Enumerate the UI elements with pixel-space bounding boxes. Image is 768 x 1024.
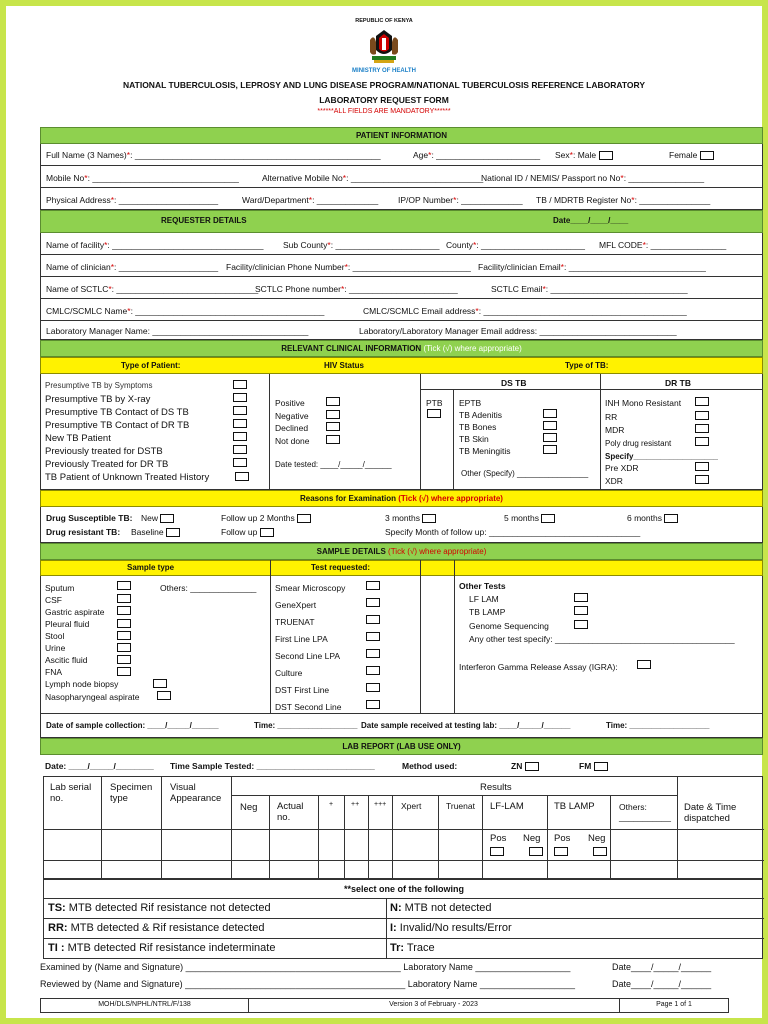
col-tblamp: TB LAMP — [554, 801, 595, 812]
specify-month-field[interactable]: Specify Month of follow up: ________________________________ — [385, 527, 641, 537]
method-zn-checkbox[interactable] — [525, 762, 539, 771]
other-test-tblamp: TB LAMP — [469, 607, 506, 617]
national-id-field[interactable]: National ID / NEMIS/ Passport no No*: ________________ — [481, 173, 705, 183]
requester-date[interactable]: Date____/____/____ — [553, 216, 629, 225]
method-fm: FM — [579, 761, 608, 771]
clinician-phone-field[interactable]: Facility/clinician Phone Number*: _________________________ — [226, 262, 471, 272]
col-plus3: +++ — [374, 801, 387, 808]
dr-baseline-checkbox[interactable] — [166, 528, 180, 537]
sample-heading-row — [40, 543, 763, 560]
ptb-checkbox[interactable] — [427, 409, 441, 418]
sample-gastric-checkbox[interactable] — [117, 606, 131, 615]
patient-type-2-checkbox[interactable] — [233, 406, 247, 415]
col-results: Results — [480, 782, 512, 793]
patient-type-6: Previously Treated for DR TB — [45, 459, 169, 470]
date-received-field[interactable]: Date sample received at testing lab: ____/_____/______ — [361, 721, 571, 730]
sample-csf: CSF — [45, 595, 62, 605]
ward-field[interactable]: Ward/Department*: _____________ — [242, 195, 379, 205]
eptb-meningitis-checkbox[interactable] — [543, 445, 557, 454]
requester-row-1 — [40, 233, 763, 255]
dr-pre-xdr-checkbox[interactable] — [695, 462, 709, 471]
sample-others-field[interactable]: Others: ______________ — [160, 583, 257, 593]
alt-mobile-field[interactable]: Alternative Mobile No*: ____________________________ — [262, 173, 484, 183]
method-label: Method used: — [402, 761, 458, 771]
result-n[interactable]: N: MTB not detected — [390, 902, 492, 914]
requester-row-4 — [40, 299, 763, 321]
ds-5months-checkbox[interactable] — [541, 514, 555, 523]
result-rr[interactable]: RR: MTB detected & Rif resistance detected — [48, 922, 265, 934]
clinician-field[interactable]: Name of clinician*: _____________________ — [46, 262, 219, 272]
ministry-label: MINISTRY OF HEALTH — [352, 68, 416, 74]
col-plus2: ++ — [351, 801, 360, 808]
test-truenat: TRUENAT — [275, 617, 315, 627]
select-table — [43, 879, 763, 959]
test-genexpert-checkbox[interactable] — [366, 598, 380, 607]
ds-tb-heading: DS TB — [501, 378, 527, 388]
test-smear-checkbox[interactable] — [366, 581, 380, 590]
test-smear: Smear Microscopy — [275, 583, 346, 593]
hiv-not-done: Not done — [275, 436, 310, 446]
other-test-tblamp-checkbox[interactable] — [574, 606, 588, 615]
eptb-skin-checkbox[interactable] — [543, 433, 557, 442]
dr-inh-mono: INH Mono Resistant — [605, 398, 682, 408]
patient-type-3-checkbox[interactable] — [233, 419, 247, 428]
sctlc-email-field[interactable]: SCTLC Email*: _____________________________ — [491, 284, 688, 294]
patient-row-3 — [40, 188, 763, 210]
sample-ascitic-checkbox[interactable] — [117, 655, 131, 664]
lflam-neg: Neg — [523, 833, 541, 844]
sample-sputum: Sputum — [45, 583, 75, 593]
requester-heading-row — [40, 210, 763, 233]
dr-poly-checkbox[interactable] — [695, 437, 709, 446]
any-other-test-field[interactable]: Any other test specify: ______________________________________ — [469, 634, 735, 644]
test-culture: Culture — [275, 668, 303, 678]
test-second-lpa: Second Line LPA — [275, 651, 341, 661]
sample-gastric: Gastric aspirate — [45, 607, 105, 617]
sample-pleural: Pleural fluid — [45, 619, 90, 629]
tblamp-pos-checkbox[interactable] — [554, 847, 568, 856]
full-name-field[interactable]: Full Name (3 Names)*: ____________________________________________________ — [46, 150, 381, 160]
reasons-tick-note: (Tick (√) where appropriate) — [398, 494, 503, 503]
sample-type-heading: Sample type — [127, 563, 175, 572]
date-collection-field[interactable]: Date of sample collection: ____/_____/______ — [46, 721, 219, 730]
test-dst-first-checkbox[interactable] — [366, 683, 380, 692]
patient-type-5-checkbox[interactable] — [233, 445, 247, 454]
test-culture-checkbox[interactable] — [366, 666, 380, 675]
age-field[interactable]: Age*: ______________________ — [413, 150, 541, 160]
male-checkbox[interactable] — [599, 151, 613, 160]
hiv-positive: Positive — [275, 398, 305, 408]
eptb-bones: TB Bones — [459, 422, 497, 432]
method-fm-checkbox[interactable] — [594, 762, 608, 771]
patient-type-4-checkbox[interactable] — [233, 432, 247, 441]
dr-follow-up: Follow up — [221, 527, 274, 537]
facility-field[interactable]: Name of facility*: ________________________________ — [46, 240, 264, 250]
clinical-heading-row — [40, 340, 763, 357]
ds-new: New — [141, 513, 174, 523]
hiv-negative-checkbox[interactable] — [326, 410, 340, 419]
sample-urine: Urine — [45, 643, 66, 653]
clinical-subheading-row — [40, 357, 763, 374]
col-xpert: Xpert — [401, 801, 422, 811]
sample-pleural-checkbox[interactable] — [117, 619, 131, 628]
patient-type-1: Presumptive TB by X-ray — [45, 394, 151, 405]
eptb-adenitis: TB Adenitis — [459, 410, 502, 420]
clinician-email-field[interactable]: Facility/clinician Email*: _____________________________ — [478, 262, 706, 272]
tblamp-pos: Pos — [554, 833, 571, 844]
time-tested-field[interactable]: Time Sample Tested: _________________________ — [170, 761, 375, 771]
patient-type-0: Presumptive TB by Symptoms — [45, 381, 153, 390]
hiv-declined: Declined — [275, 423, 309, 433]
col-actual-no: Actual no. — [277, 801, 304, 823]
col-truenat: Truenat — [446, 801, 475, 811]
col-others: Others: ___________ — [619, 802, 672, 822]
sex-label: Sex*: Male — [555, 150, 613, 160]
physical-address-field[interactable]: Physical Address*: _____________________ — [46, 195, 219, 205]
reasons-body — [40, 507, 763, 543]
female-checkbox[interactable] — [700, 151, 714, 160]
tblamp-neg-checkbox[interactable] — [593, 847, 607, 856]
reviewed-date-field[interactable]: Date____/_____/______ — [612, 979, 712, 989]
ds-new-checkbox[interactable] — [160, 514, 174, 523]
eptb-label: EPTB — [459, 398, 482, 408]
col-specimen: Specimen type — [110, 782, 153, 804]
time-collection-field[interactable]: Time: __________________ — [254, 721, 358, 730]
patient-type-5: Previously treated for DSTB — [45, 446, 163, 457]
requester-row-3 — [40, 277, 763, 299]
col-neg: Neg — [240, 802, 258, 813]
sample-fna-checkbox[interactable] — [117, 667, 131, 676]
requester-row-5 — [40, 321, 763, 340]
dr-tb-heading: DR TB — [665, 378, 691, 388]
cmlc-name-field[interactable]: CMLC/SCMLC Name*: ________________________________________ — [46, 306, 325, 316]
examined-date-field[interactable]: Date____/_____/______ — [612, 962, 712, 972]
test-genexpert: GeneXpert — [275, 600, 317, 610]
test-first-lpa-checkbox[interactable] — [366, 632, 380, 641]
reviewed-by-field[interactable]: Reviewed by (Name and Signature) ____________________________________________ Laboratory Name ___________________ — [40, 979, 575, 989]
sample-stool-checkbox[interactable] — [117, 631, 131, 640]
lab-email-field[interactable]: Laboratory/Laboratory Manager Email address: _____________________________ — [359, 326, 677, 336]
dr-specify-field[interactable]: Specify___________________ — [605, 452, 718, 461]
hiv-negative: Negative — [275, 411, 309, 421]
patient-row-2 — [40, 166, 763, 188]
ip-op-field[interactable]: IP/OP Number*: _____________ — [398, 195, 523, 205]
patient-type-7: TB Patient of Unknown Treated History — [45, 472, 210, 483]
reasons-heading-row — [40, 490, 763, 507]
method-zn: ZN — [511, 761, 539, 771]
clinical-body — [40, 374, 763, 490]
lflam-pos-checkbox[interactable] — [490, 847, 504, 856]
sample-nasopharyngeal-checkbox[interactable] — [157, 691, 171, 700]
patient-type-1-checkbox[interactable] — [233, 393, 247, 402]
col-lflam: LF-LAM — [490, 801, 524, 812]
result-tr[interactable]: Tr: Trace — [390, 942, 435, 954]
clinical-heading: RELEVANT CLINICAL INFORMATION — [281, 344, 422, 353]
patient-info-heading: PATIENT INFORMATION — [40, 127, 763, 144]
sample-lymph-checkbox[interactable] — [153, 679, 167, 688]
sample-urine-checkbox[interactable] — [117, 643, 131, 652]
test-dst-second: DST Second Line — [275, 702, 342, 712]
sample-fna: FNA — [45, 667, 62, 677]
ds-3months: 3 months — [385, 513, 436, 523]
dr-inh-mono-checkbox[interactable] — [695, 397, 709, 406]
other-test-lflam-checkbox[interactable] — [574, 593, 588, 602]
col-lab-serial: Lab serial no. — [50, 782, 92, 804]
other-tests-heading: Other Tests — [459, 581, 506, 591]
mobile-field[interactable]: Mobile No*: _______________________________ — [46, 173, 239, 183]
patient-type-7-checkbox[interactable] — [235, 472, 249, 481]
requester-row-2 — [40, 255, 763, 277]
sample-csf-checkbox[interactable] — [117, 594, 131, 603]
patient-type-4: New TB Patient — [45, 433, 111, 444]
igra-checkbox[interactable] — [637, 660, 651, 669]
cmlc-email-field[interactable]: CMLC/SCMLC Email address*: ___________________________________________ — [363, 306, 687, 316]
sample-stool: Stool — [45, 631, 65, 641]
dr-follow-up-checkbox[interactable] — [260, 528, 274, 537]
hiv-not-done-checkbox[interactable] — [326, 435, 340, 444]
eptb-adenitis-checkbox[interactable] — [543, 409, 557, 418]
mandatory-note: ******ALL FIELDS ARE MANDATORY****** — [317, 108, 451, 115]
form-title: LABORATORY REQUEST FORM — [319, 95, 449, 105]
kenya-coat-of-arms-logo — [364, 26, 404, 66]
republic-label: REPUBLIC OF KENYA — [355, 18, 413, 24]
ds-follow2: Follow up 2 Months — [221, 513, 311, 523]
lab-date-field[interactable]: Date: ____/_____/________ — [45, 761, 154, 771]
clinical-tick-note: (Tick (√) where appropriate) — [423, 344, 522, 353]
test-requested-heading: Test requested: — [311, 563, 370, 572]
type-tb-heading: Type of TB: — [565, 361, 609, 370]
dr-baseline: Baseline — [131, 527, 180, 537]
other-test-lflam: LF LAM — [469, 594, 499, 604]
col-visual: Visual Appearance — [170, 782, 222, 804]
footer-code: MOH/DLS/NPHL/NTRL/F/138 — [98, 1001, 191, 1008]
ds-label: Drug Susceptible TB: — [46, 513, 133, 523]
dr-pre-xdr: Pre XDR — [605, 463, 639, 473]
lflam-neg-checkbox[interactable] — [529, 847, 543, 856]
female-option: Female — [669, 150, 714, 160]
lab-manager-field[interactable]: Laboratory Manager Name: _________________________________ — [46, 326, 309, 336]
eptb-bones-checkbox[interactable] — [543, 421, 557, 430]
footer-bar — [40, 998, 729, 1013]
hiv-declined-checkbox[interactable] — [326, 422, 340, 431]
sample-ascitic: Ascitic fluid — [45, 655, 88, 665]
dr-rr: RR — [605, 412, 618, 422]
time-received-field[interactable]: Time: __________________ — [606, 721, 710, 730]
dr-mdr-checkbox[interactable] — [695, 424, 709, 433]
mfl-code-field[interactable]: MFL CODE*: ________________ — [599, 240, 727, 250]
select-heading: **select one of the following — [343, 884, 464, 894]
footer-page: Page 1 of 1 — [656, 1001, 692, 1008]
col-datetime: Date & Time dispatched — [684, 802, 737, 824]
result-i[interactable]: I: Invalid/No results/Error — [390, 922, 512, 934]
dr-mdr: MDR — [605, 425, 625, 435]
sub-county-field[interactable]: Sub County*: ______________________ — [283, 240, 440, 250]
dr-label: Drug resistant TB: — [46, 527, 121, 537]
igra-label: Interferon Gamma Release Assay (IGRA): — [459, 662, 618, 672]
program-title: NATIONAL TUBERCULOSIS, LEPROSY AND LUNG DISEASE PROGRAM/NATIONAL TUBERCULOSIS REFERENCE LABORATORY — [123, 80, 645, 90]
eptb-other-field[interactable]: Other (Specify) ________________ — [461, 469, 589, 478]
sample-subheading-row — [40, 560, 763, 576]
patient-row-1 — [40, 144, 763, 166]
hiv-positive-checkbox[interactable] — [326, 397, 340, 406]
sample-heading: SAMPLE DETAILS — [316, 547, 386, 556]
sample-lymph: Lymph node biopsy — [45, 679, 119, 689]
other-test-genome-checkbox[interactable] — [574, 620, 588, 629]
lab-report-heading: LAB REPORT (LAB USE ONLY) — [40, 738, 763, 755]
dr-xdr: XDR — [605, 476, 623, 486]
date-tested-field[interactable]: Date tested: ____/_____/______ — [275, 460, 392, 469]
test-second-lpa-checkbox[interactable] — [366, 649, 380, 658]
sctlc-field[interactable]: Name of SCTLC*: ______________________________ — [46, 284, 259, 294]
patient-type-3: Presumptive TB Contact of DR TB — [45, 420, 190, 431]
dr-xdr-checkbox[interactable] — [695, 475, 709, 484]
footer-version: Version 3 of February - 2023 — [389, 1001, 478, 1008]
sample-tick-note: (Tick (√) where appropriate) — [388, 547, 487, 556]
sample-dates-row — [40, 714, 763, 738]
tblamp-neg: Neg — [588, 833, 606, 844]
eptb-skin: TB Skin — [459, 434, 489, 444]
result-ts[interactable]: TS: MTB detected Rif resistance not detected — [48, 902, 271, 914]
ds-3months-checkbox[interactable] — [422, 514, 436, 523]
sctlc-phone-field[interactable]: SCTLC Phone number*: _______________________ — [255, 284, 458, 294]
reasons-heading: Reasons for Examination — [300, 494, 397, 503]
test-truenat-checkbox[interactable] — [366, 615, 380, 624]
requester-heading: REQUESTER DETAILS — [161, 216, 247, 225]
hiv-heading: HIV Status — [324, 361, 365, 370]
ds-6months: 6 months — [627, 513, 678, 523]
type-patient-heading: Type of Patient: — [121, 361, 181, 370]
ds-5months: 5 months — [504, 513, 555, 523]
dr-poly: Poly drug resistant — [605, 439, 672, 448]
tb-register-field[interactable]: TB / MDRTB Register No*: _______________ — [536, 195, 711, 205]
patient-type-6-checkbox[interactable] — [233, 458, 247, 467]
county-field[interactable]: County*: ______________________ — [446, 240, 585, 250]
lflam-pos: Pos — [490, 833, 507, 844]
lab-report-info-row — [40, 755, 763, 775]
dr-rr-checkbox[interactable] — [695, 411, 709, 420]
results-table — [43, 776, 763, 879]
sample-body — [40, 576, 763, 714]
test-dst-second-checkbox[interactable] — [366, 700, 380, 709]
ds-6months-checkbox[interactable] — [664, 514, 678, 523]
ptb-label: PTB — [426, 398, 443, 408]
sample-nasopharyngeal: Nasopharyngeal aspirate — [45, 692, 140, 702]
other-test-genome: Genome Sequencing — [469, 621, 549, 631]
patient-type-0-checkbox[interactable] — [233, 380, 247, 389]
ds-follow2-checkbox[interactable] — [297, 514, 311, 523]
patient-type-2: Presumptive TB Contact of DS TB — [45, 407, 189, 418]
test-first-lpa: First Line LPA — [275, 634, 328, 644]
col-plus1: + — [329, 801, 334, 808]
sample-sputum-checkbox[interactable] — [117, 581, 131, 590]
test-dst-first: DST First Line — [275, 685, 330, 695]
result-ti[interactable]: TI : MTB detected Rif resistance indeterminate — [48, 942, 276, 954]
eptb-meningitis: TB Meningitis — [459, 446, 511, 456]
examined-by-field[interactable]: Examined by (Name and Signature) ___________________________________________ Laboratory Name ___________________ — [40, 962, 571, 972]
